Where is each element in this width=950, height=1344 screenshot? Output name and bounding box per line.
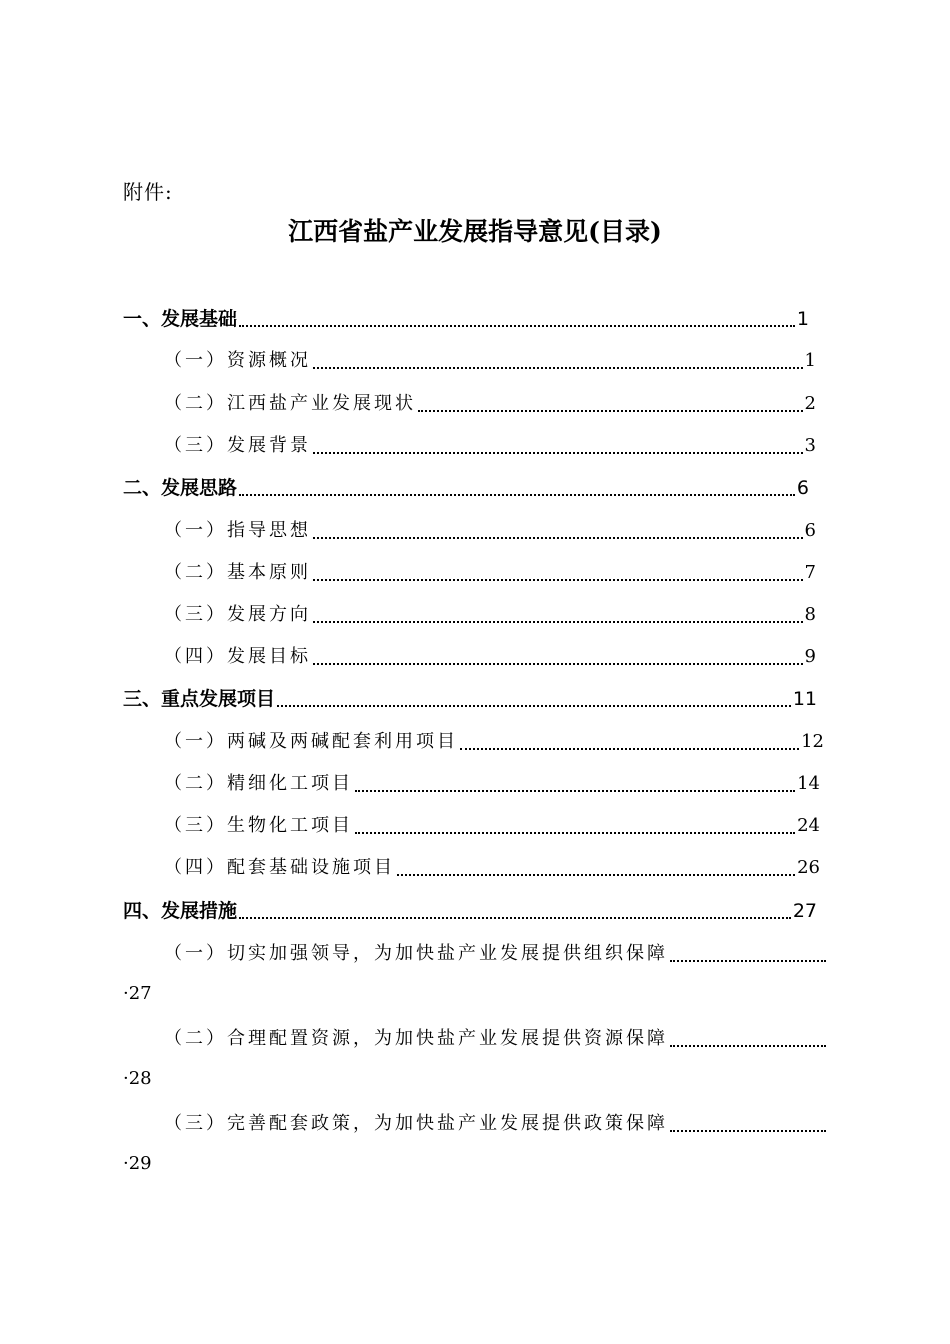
toc-entry-3-2[interactable] — [164, 769, 820, 799]
toc-entry-label: （三）生物化工项目 — [164, 815, 353, 836]
dot-leader — [277, 705, 791, 707]
toc-entry-page: 2 — [804, 393, 816, 414]
toc-entry-1-3[interactable] — [164, 431, 816, 461]
toc-entry-page: 6 — [804, 520, 816, 541]
dot-leader — [418, 410, 803, 412]
toc-entry-2-4[interactable] — [164, 642, 816, 672]
dot-leader — [355, 832, 795, 834]
toc-entry-page: 14 — [797, 773, 820, 794]
dot-leader — [313, 537, 803, 539]
toc-entry-page: ·29 — [123, 1153, 152, 1174]
toc-entry-section-2[interactable] — [123, 473, 809, 503]
dot-leader — [313, 452, 803, 454]
document-title: 江西省盐产业发展指导意见(目录) — [288, 217, 662, 246]
toc-entry-label: （二）江西盐产业发展现状 — [164, 393, 416, 414]
toc-entry-label: （二）基本原则 — [164, 562, 311, 583]
toc-entry-4-3[interactable] — [164, 1109, 828, 1139]
toc-entry-label: （三）完善配套政策，为加快盐产业发展提供政策保障 — [164, 1113, 668, 1134]
toc-entry-label: （三）发展方向 — [164, 604, 311, 625]
dot-leader — [670, 1130, 826, 1132]
toc-entry-page: 8 — [804, 604, 816, 625]
toc-entry-1-1[interactable] — [164, 346, 816, 376]
toc-entry-2-3[interactable] — [164, 600, 816, 630]
toc-entry-section-1[interactable] — [123, 304, 809, 334]
toc-entry-3-4[interactable] — [164, 853, 820, 883]
toc-entry-1-2[interactable] — [164, 389, 816, 419]
toc-entry-label: 二、发展思路 — [123, 477, 238, 499]
toc-entry-4-2[interactable] — [164, 1024, 828, 1054]
dot-leader — [397, 874, 795, 876]
toc-entry-3-1[interactable] — [164, 727, 824, 757]
toc-entry-page: 1 — [796, 308, 809, 330]
toc-entry-page: 11 — [792, 688, 817, 710]
dot-leader — [239, 494, 795, 496]
dot-leader — [670, 1045, 826, 1047]
toc-entry-label: （一）两碱及两碱配套利用项目 — [164, 731, 458, 752]
dot-leader — [239, 917, 791, 919]
toc-entry-2-1[interactable] — [164, 516, 816, 546]
dot-leader — [460, 748, 799, 750]
dot-leader — [313, 663, 803, 665]
dot-leader — [355, 790, 795, 792]
toc-entry-section-3[interactable] — [123, 684, 817, 714]
toc-entry-label: （一）资源概况 — [164, 350, 311, 371]
toc-entry-label: （四）配套基础设施项目 — [164, 857, 395, 878]
toc-entry-4-1[interactable] — [164, 939, 828, 969]
toc-entry-page: 3 — [804, 435, 816, 456]
toc-entry-page: 27 — [792, 900, 817, 922]
toc-entry-label: （二）精细化工项目 — [164, 773, 353, 794]
toc-entry-page: 1 — [804, 350, 816, 371]
toc-entry-label: （一）指导思想 — [164, 520, 311, 541]
toc-entry-section-4[interactable] — [123, 896, 817, 926]
toc-entry-page: ·27 — [123, 983, 152, 1004]
dot-leader — [313, 621, 803, 623]
toc-entry-page: 7 — [804, 562, 816, 583]
dot-leader — [239, 325, 795, 327]
toc-entry-label: 一、发展基础 — [123, 308, 238, 330]
toc-entry-label: （三）发展背景 — [164, 435, 311, 456]
toc-entry-page: 26 — [797, 857, 820, 878]
toc-entry-2-2[interactable] — [164, 558, 816, 588]
toc-entry-3-3[interactable] — [164, 811, 820, 841]
toc-entry-page: 6 — [796, 477, 809, 499]
toc-entry-label: （四）发展目标 — [164, 646, 311, 667]
toc-entry-page: 12 — [801, 731, 824, 752]
attachment-label: 附件: — [123, 180, 173, 204]
toc-entry-page: 24 — [797, 815, 820, 836]
toc-entry-page: 9 — [804, 646, 816, 667]
toc-entry-label: 三、重点发展项目 — [123, 688, 276, 710]
toc-entry-label: （一）切实加强领导，为加快盐产业发展提供组织保障 — [164, 943, 668, 964]
dot-leader — [670, 960, 826, 962]
toc-entry-label: 四、发展措施 — [123, 900, 238, 922]
toc-entry-page: ·28 — [123, 1068, 152, 1089]
toc-entry-label: （二）合理配置资源，为加快盐产业发展提供资源保障 — [164, 1028, 668, 1049]
dot-leader — [313, 367, 803, 369]
dot-leader — [313, 579, 803, 581]
